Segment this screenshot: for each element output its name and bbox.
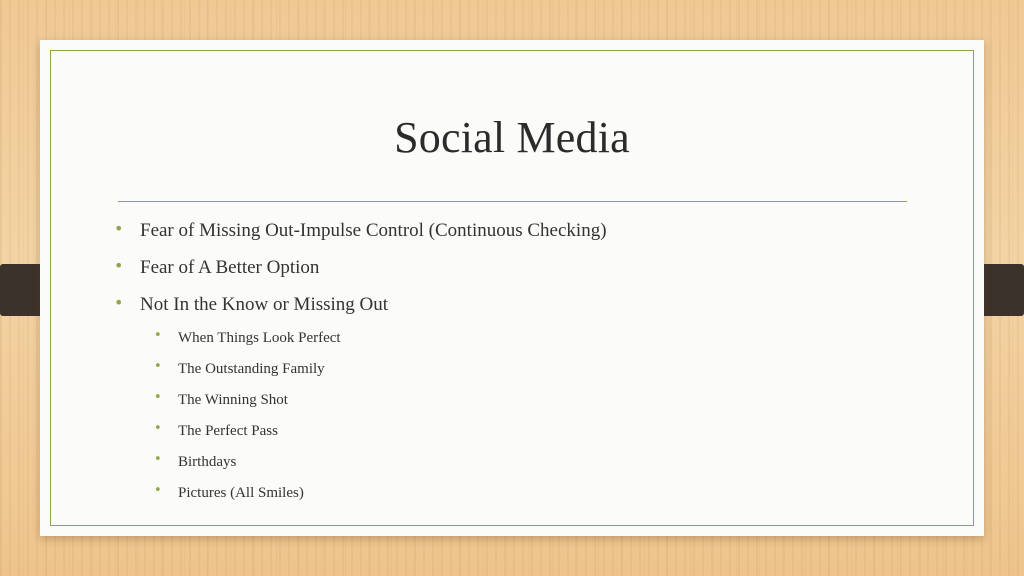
bullet-dot-icon: • [154,328,162,343]
sub-bullet-text: Pictures (All Smiles) [178,485,304,501]
sub-bullet-item [154,421,278,440]
slide-card [40,40,984,536]
bullet-item [114,256,320,279]
bullet-text: Fear of A Better Option [140,257,320,278]
bullet-text: Fear of Missing Out-Impulse Control (Continuous Checking) [140,220,607,241]
bullet-list [40,40,984,536]
bullet-dot-icon: • [114,256,124,275]
sub-bullet-item [154,483,304,502]
sub-bullet-text: The Outstanding Family [178,361,325,377]
bullet-dot-icon: • [154,483,162,498]
sub-bullet-text: When Things Look Perfect [178,330,341,346]
sub-bullet-item [154,452,237,471]
bullet-dot-icon: • [114,219,124,238]
bullet-dot-icon: • [154,452,162,467]
sub-bullet-item [154,359,325,378]
bullet-text: Not In the Know or Missing Out [140,294,389,315]
bullet-item [114,219,607,242]
sub-bullet-text: Birthdays [178,454,237,470]
bullet-dot-icon: • [154,390,162,405]
sub-bullet-item [154,328,341,347]
bullet-dot-icon: • [154,359,162,374]
bullet-dot-icon: • [154,421,162,436]
bullet-item [114,293,389,316]
sub-bullet-text: The Winning Shot [178,392,288,408]
bullet-dot-icon: • [114,293,124,312]
slide-title: Social Media [394,113,630,162]
sub-bullet-text: The Perfect Pass [178,423,278,439]
sub-bullet-item [154,390,288,409]
